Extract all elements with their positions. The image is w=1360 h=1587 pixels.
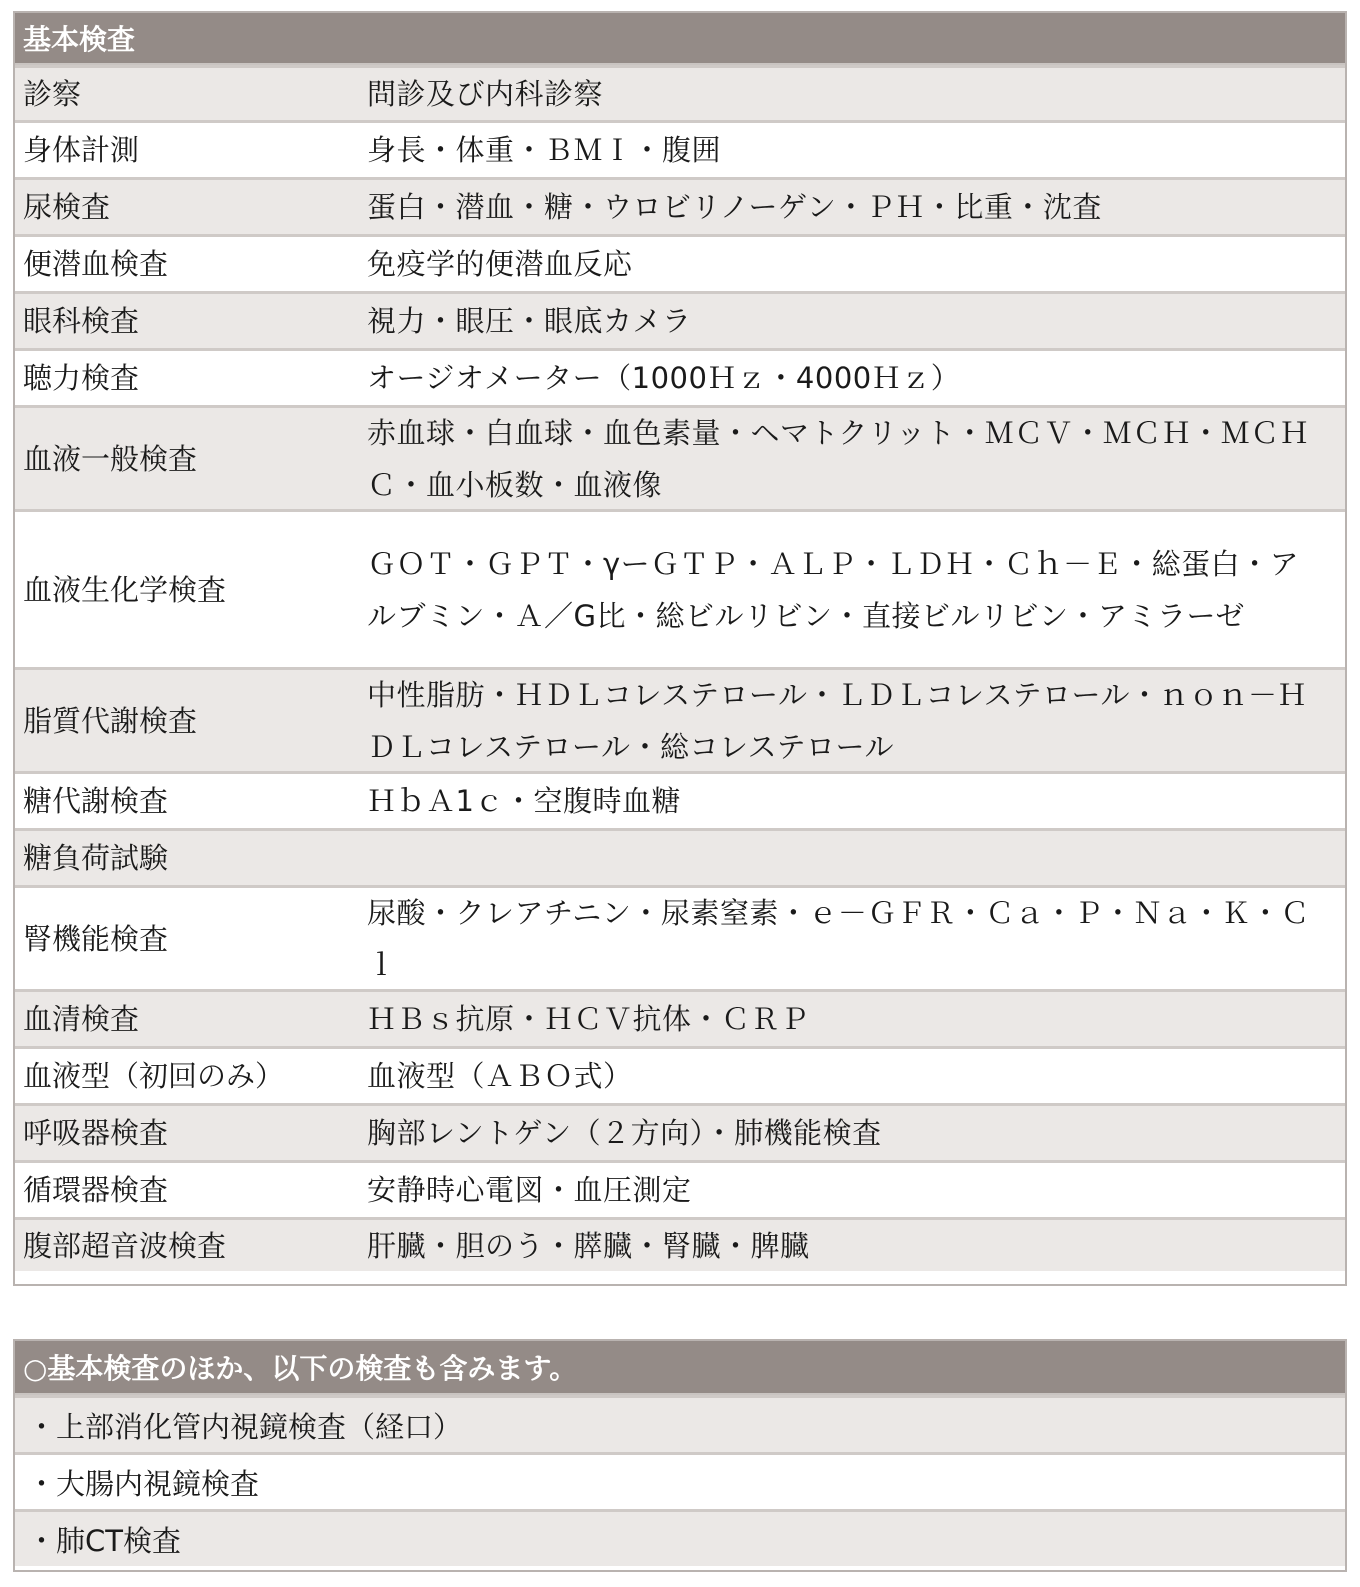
row-value: 中性脂肪・ＨＤＬコレステロール・ＬＤＬコレステロール・ｎｏｎ－ＨＤＬコレステロール・総コレステロール bbox=[367, 677, 1307, 764]
table-row bbox=[15, 234, 1345, 291]
table-row bbox=[15, 771, 1345, 828]
row-value: 問診及び内科診察 bbox=[367, 77, 604, 111]
row-label: 血液生化学検査 bbox=[23, 572, 227, 607]
table-row bbox=[15, 509, 1345, 667]
table-row bbox=[15, 120, 1345, 177]
row-value: 免疫学的便潜血反応 bbox=[367, 247, 633, 281]
additional-exam-item: ・大腸内視鏡検査 bbox=[27, 1466, 260, 1501]
table-row bbox=[15, 885, 1345, 989]
row-label: 便潜血検査 bbox=[23, 247, 169, 281]
list-item bbox=[15, 1395, 1345, 1452]
table-row bbox=[15, 177, 1345, 234]
row-label: 呼吸器検査 bbox=[23, 1116, 169, 1150]
additional-exam-item: ・上部消化管内視鏡検査（経口） bbox=[27, 1409, 463, 1444]
list-item bbox=[15, 1452, 1345, 1509]
row-label: 腹部超音波検査 bbox=[23, 1228, 227, 1263]
row-label: 血液一般検査 bbox=[23, 441, 198, 476]
row-value: ＧＯＴ・ＧＰＴ・γーＧＴＰ・ＡＬＰ・ＬＤＨ・Ｃｈ－Ｅ・総蛋白・アルブミン・Ａ／G比・総ビルリビン・直接ビルリビン・アミラーゼ bbox=[367, 546, 1300, 633]
additional-exam-item: ・肺CT検査 bbox=[27, 1523, 181, 1558]
row-label: 尿検査 bbox=[23, 190, 111, 224]
row-value: 蛋白・潜血・糖・ウロビリノーゲン・ＰＨ・比重・沈査 bbox=[367, 190, 1102, 224]
row-label: 脂質代謝検査 bbox=[23, 703, 198, 738]
table-row bbox=[15, 348, 1345, 405]
table-row bbox=[15, 291, 1345, 348]
additional-exam-table bbox=[13, 1339, 1347, 1572]
row-label: 血清検査 bbox=[23, 1002, 140, 1036]
row-label: 身体計測 bbox=[23, 133, 140, 167]
row-value: ＨＢｓ抗原・ＨＣＶ抗体・ＣＲＰ bbox=[367, 1002, 810, 1036]
row-label: 糖代謝検査 bbox=[23, 784, 169, 818]
basic-exam-header: 基本検査 bbox=[15, 13, 1345, 65]
row-value: 胸部レントゲン（２方向）・肺機能検査 bbox=[367, 1116, 882, 1150]
table-row bbox=[15, 828, 1345, 885]
table-row bbox=[15, 667, 1345, 771]
basic-exam-table bbox=[13, 11, 1347, 1286]
table-row bbox=[15, 1217, 1345, 1271]
row-value: 身長・体重・ＢＭＩ・腹囲 bbox=[367, 133, 722, 167]
row-value: ＨｂＡ1ｃ・空腹時血糖 bbox=[367, 784, 681, 818]
row-value: 安静時心電図・血圧測定 bbox=[367, 1173, 692, 1207]
table-row bbox=[15, 1046, 1345, 1103]
row-value: 肝臓・胆のう・膵臓・腎臓・脾臓 bbox=[367, 1228, 810, 1263]
row-label: 腎機能検査 bbox=[23, 921, 169, 956]
table-row bbox=[15, 405, 1345, 509]
row-label: 糖負荷試験 bbox=[23, 841, 169, 875]
table-row bbox=[15, 65, 1345, 120]
row-value: オージオメーター（1000Ｈｚ・4000Ｈｚ） bbox=[367, 361, 961, 395]
row-label: 循環器検査 bbox=[23, 1173, 169, 1207]
row-value: 血液型（ＡＢＯ式） bbox=[367, 1059, 633, 1093]
row-value: 尿酸・クレアチニン・尿素窒素・ｅ－ＧＦＲ・Ｃａ・Ｐ・Ｎａ・Ｋ・Ｃｌ bbox=[367, 895, 1310, 982]
row-label: 診察 bbox=[23, 77, 82, 111]
row-value: 視力・眼圧・眼底カメラ bbox=[367, 304, 692, 338]
row-value: 赤血球・白血球・血色素量・ヘマトクリット・ＭＣＶ・ＭＣＨ・ＭＣＨＣ・血小板数・血液像 bbox=[367, 415, 1310, 502]
table-row bbox=[15, 1160, 1345, 1217]
list-item bbox=[15, 1509, 1345, 1566]
row-label: 聴力検査 bbox=[23, 361, 140, 395]
row-label: 血液型（初回のみ） bbox=[23, 1059, 285, 1093]
table-row bbox=[15, 1103, 1345, 1160]
row-label: 眼科検査 bbox=[23, 304, 140, 338]
additional-exam-header: ○基本検査のほか、以下の検査も含みます。 bbox=[15, 1341, 1345, 1395]
table-row bbox=[15, 989, 1345, 1046]
